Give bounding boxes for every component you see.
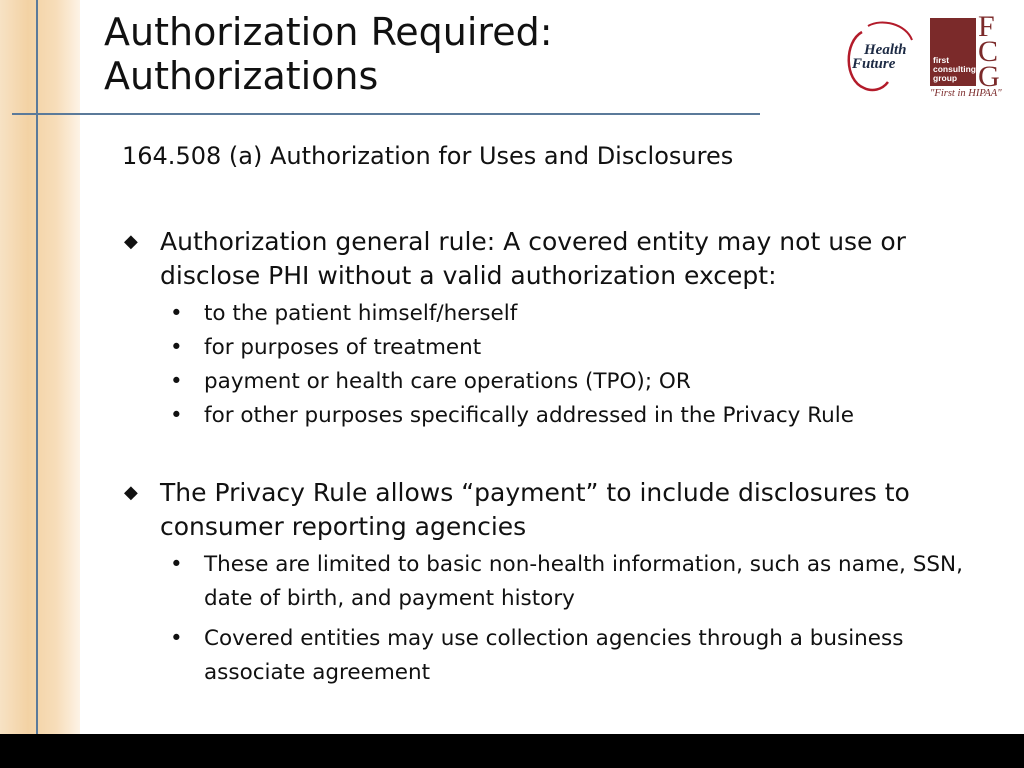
bullet-dot-icon: • <box>170 369 183 394</box>
main-bullet-item <box>122 476 982 544</box>
fcg-letters <box>978 10 1008 93</box>
sub-bullet-text: to the patient himself/herself <box>204 301 518 326</box>
sub-bullet-text: Covered entities may use collection agencies through a business associate agreement <box>204 626 904 685</box>
main-bullet-item <box>122 225 982 293</box>
sub-bullet-item <box>170 331 982 365</box>
fcg-letter-g: G <box>978 60 1000 93</box>
fcg-logo-box <box>930 18 976 86</box>
section-payment-disclosures <box>122 476 982 696</box>
sub-bullet-text: payment or health care operations (TPO); OR <box>204 369 691 394</box>
title-underline <box>12 113 760 115</box>
sub-bullet-item <box>170 399 982 433</box>
health-future-line1: Health <box>864 42 907 58</box>
fcg-letter-f: F <box>978 10 995 43</box>
sub-bullet-text: for purposes of treatment <box>204 335 482 360</box>
fcg-tagline: "First in HIPAA" <box>930 88 1002 99</box>
slide-subtitle: 164.508 (a) Authorization for Uses and Disclosures <box>122 142 734 170</box>
footer-bar <box>0 734 1024 768</box>
sub-bullet-text: for other purposes specifically addressed in the Privacy Rule <box>204 403 855 428</box>
fcg-logo <box>930 10 1010 104</box>
slide-title-line2: Authorizations <box>104 54 379 98</box>
left-decorative-band <box>0 0 80 734</box>
main-bullet-text: Authorization general rule: A covered entity may not use or disclose PHI without a valid authorization except: <box>160 227 906 290</box>
sub-bullet-list <box>122 548 982 690</box>
bullet-dot-icon: • <box>170 626 183 651</box>
bullet-dot-icon: • <box>170 301 183 326</box>
fcg-box-line1: first <box>933 55 950 65</box>
slide-title <box>104 10 553 98</box>
bullet-dot-icon: • <box>170 552 183 577</box>
diamond-bullet-icon: ◆ <box>124 231 138 252</box>
section-authorization-rule <box>122 225 982 433</box>
diamond-bullet-icon: ◆ <box>124 482 138 503</box>
slide-title-line1: Authorization Required: <box>104 10 553 54</box>
sub-bullet-item <box>170 622 982 690</box>
sub-bullet-item <box>170 548 982 616</box>
bullet-dot-icon: • <box>170 403 183 428</box>
fcg-letter-c: C <box>978 35 999 68</box>
fcg-box-line2: consulting <box>933 64 976 74</box>
health-future-logo <box>842 20 918 94</box>
sub-bullet-item <box>170 365 982 399</box>
health-future-line2: Future <box>852 56 896 72</box>
bullet-dot-icon: • <box>170 335 183 360</box>
sub-bullet-list <box>122 297 982 433</box>
sub-bullet-item <box>170 297 982 331</box>
main-bullet-text: The Privacy Rule allows “payment” to include disclosures to consumer reporting agencies <box>160 478 910 541</box>
sub-bullet-text: These are limited to basic non-health information, such as name, SSN, date of birth, and payment history <box>204 552 963 611</box>
fcg-box-line3: group <box>933 73 958 83</box>
